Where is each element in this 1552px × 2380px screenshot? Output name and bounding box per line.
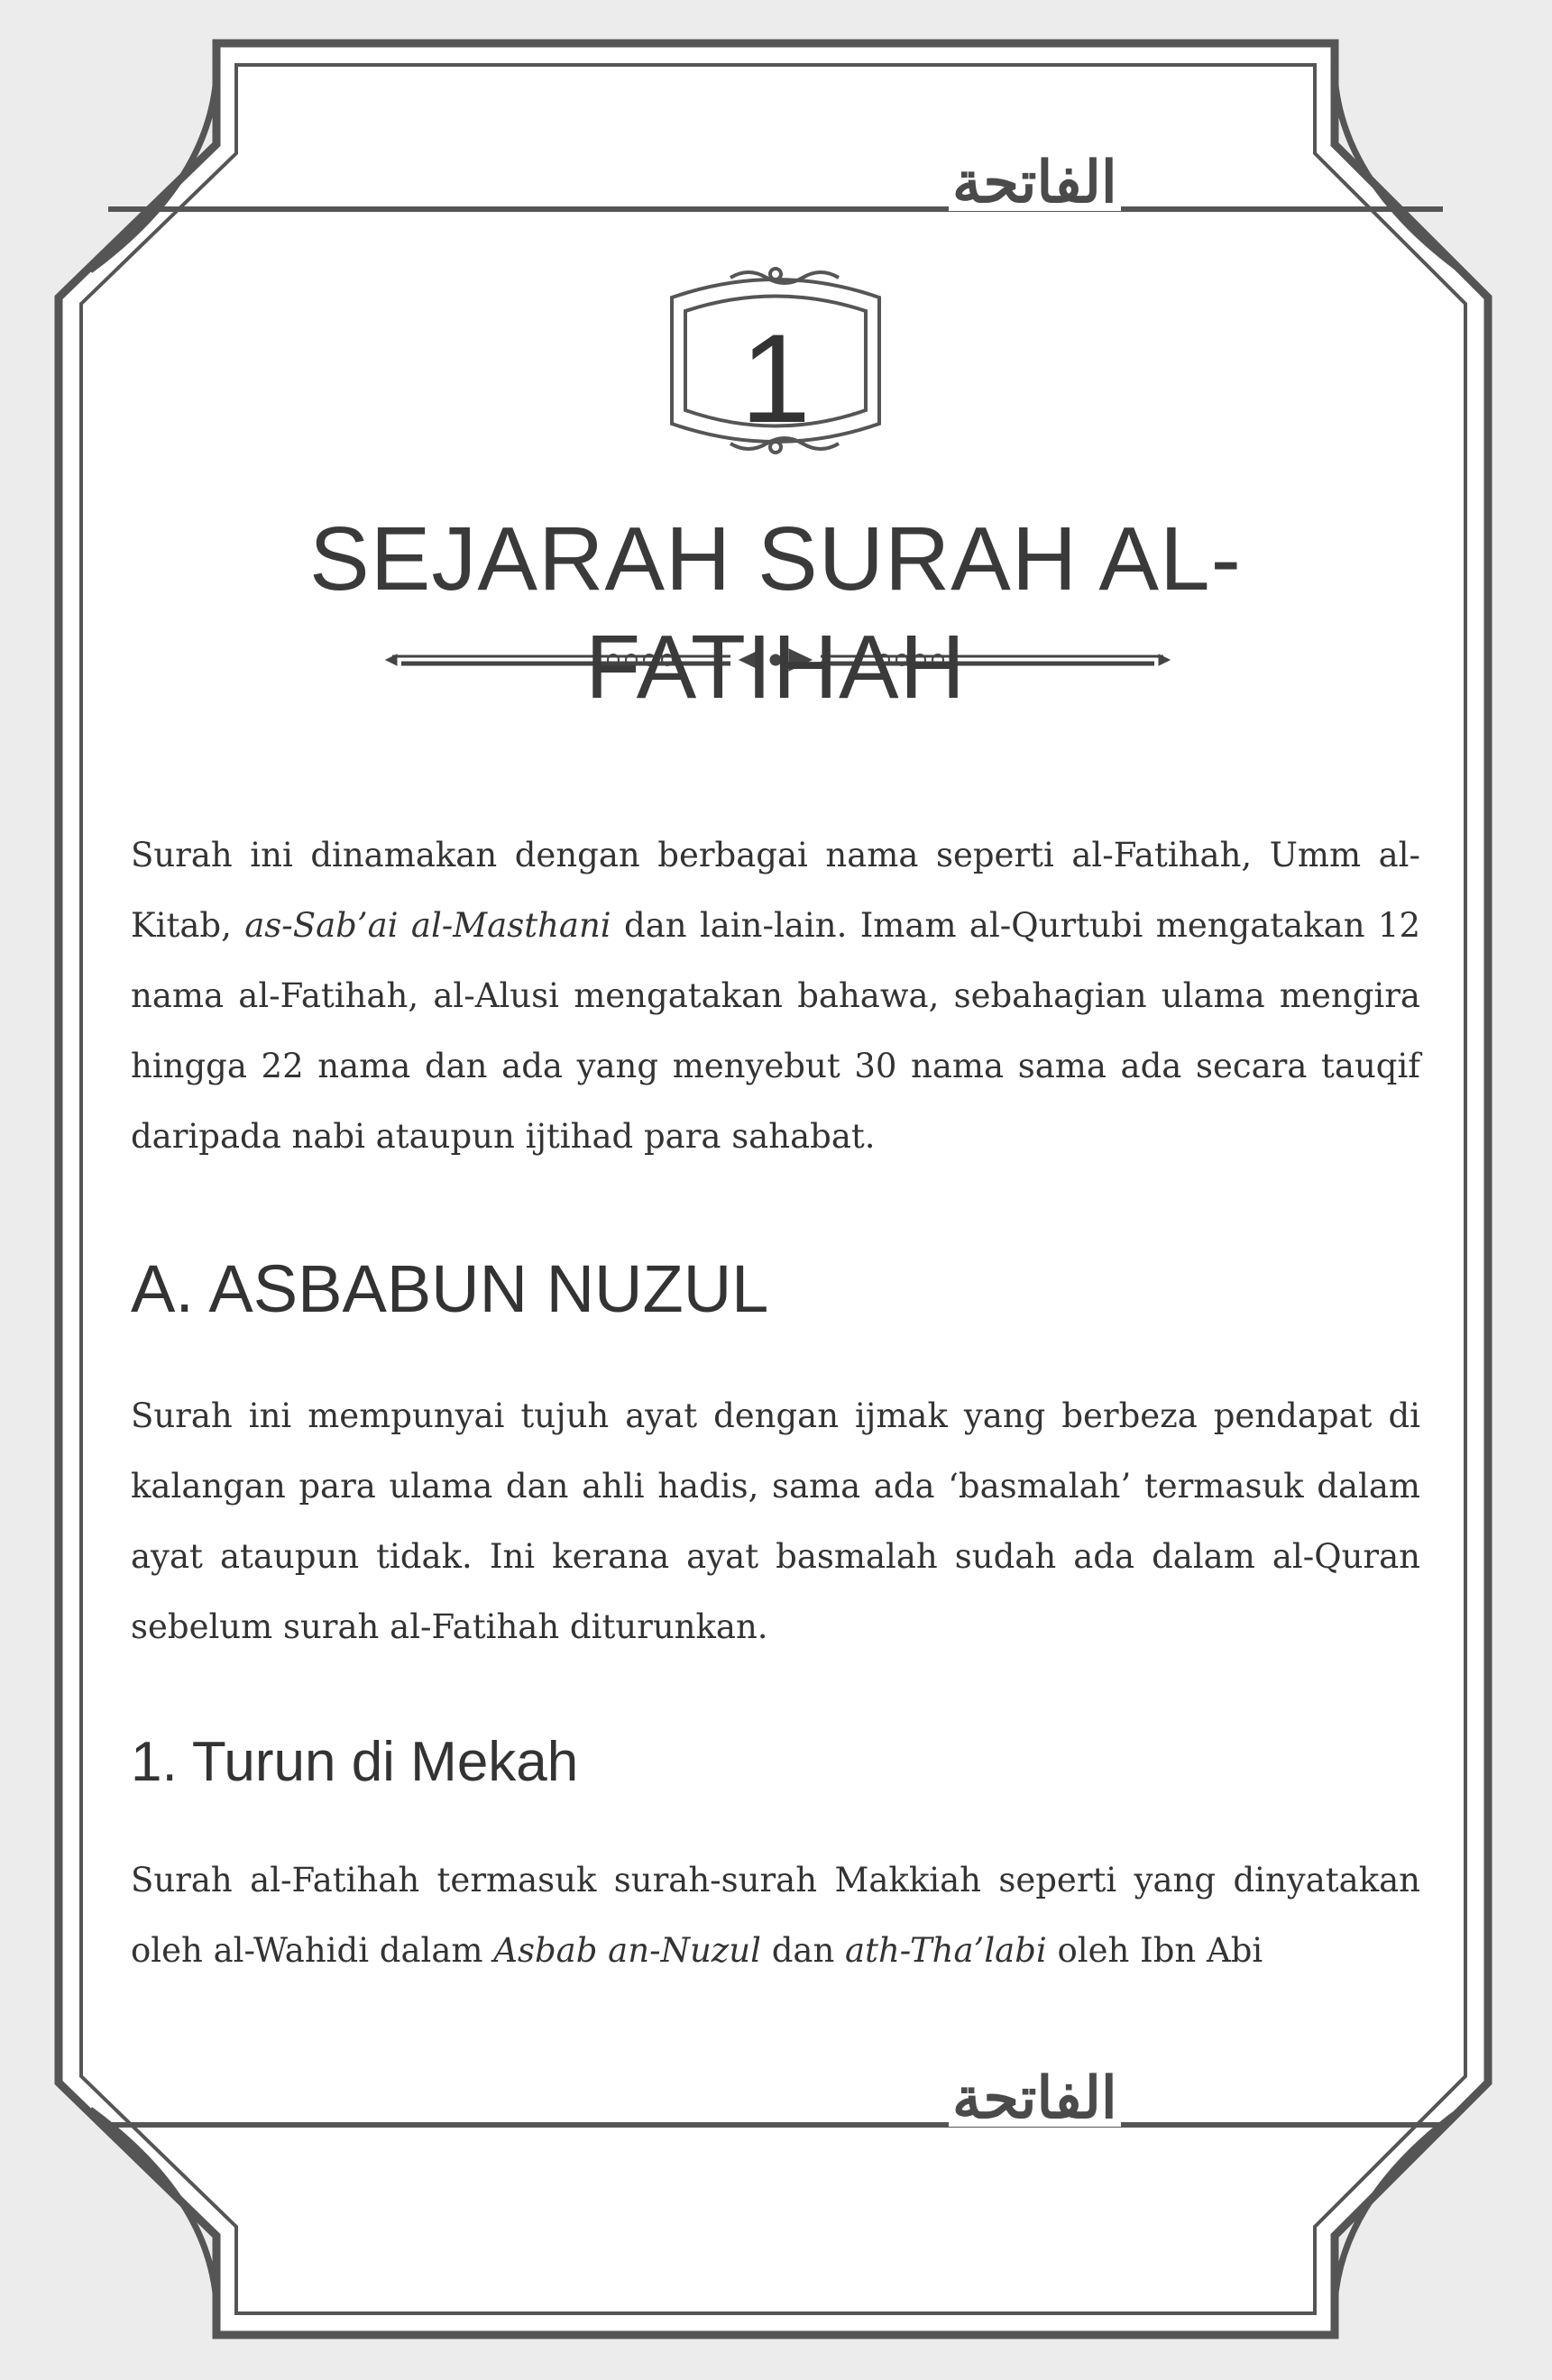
subsection-heading-turun-di-mekah: 1. Turun di Mekah [131,1731,579,1793]
asbabun-nuzul-paragraph: Surah ini mempunyai tujuh ayat dengan ijmak yang berbeza pendapat di kalangan para ulama dan ahli hadis, sama ada ‘basmalah’ termasuk dalam ayat ataupun tidak. Ini kerana ayat basmalah sudah ada dalam al-Quran sebelum surah al-Fatihah diturunkan. [131,1396,1420,1646]
turun-di-mekah-paragraph: Surah al-Fatihah termasuk surah-surah Makkiah seperti yang dinyatakan oleh al-Wahidi dalam Asbab an-Nuzul dan ath-Tha’labi oleh Ibn Abi [131,1861,1420,1970]
footer-arabic-title: الفاتحة [949,2069,1121,2127]
chapter-title: SEJARAH SURAH AL-FATIHAH [309,508,1242,718]
intro-paragraph: Surah ini dinamakan dengan berbagai nama seperti al-Fatihah, Umm al-Kitab, as-Sab’ai al-Masthani dan lain-lain. Imam al-Qurtubi mengatakan 12 nama al-Fatihah, al-Alusi mengatakan bahawa, sebahagian ulama mengira hingga 22 nama dan ada yang menyebut 30 nama sama ada secara tauqif daripada nabi ataupun ijtihad para sahabat. [131,836,1420,1156]
section-heading-asbabun-nuzul: A. ASBABUN NUZUL [131,1251,769,1326]
book-title-asbab: Asbab an-Nuzul [493,1931,761,1970]
header-arabic-title: الفاتحة [949,153,1121,211]
intro-italic-term: as-Sab’ai al-Masthani [244,906,611,945]
author-name-thalabi: ath-Tha’labi [845,1931,1047,1970]
chapter-number: 1 [740,307,811,449]
